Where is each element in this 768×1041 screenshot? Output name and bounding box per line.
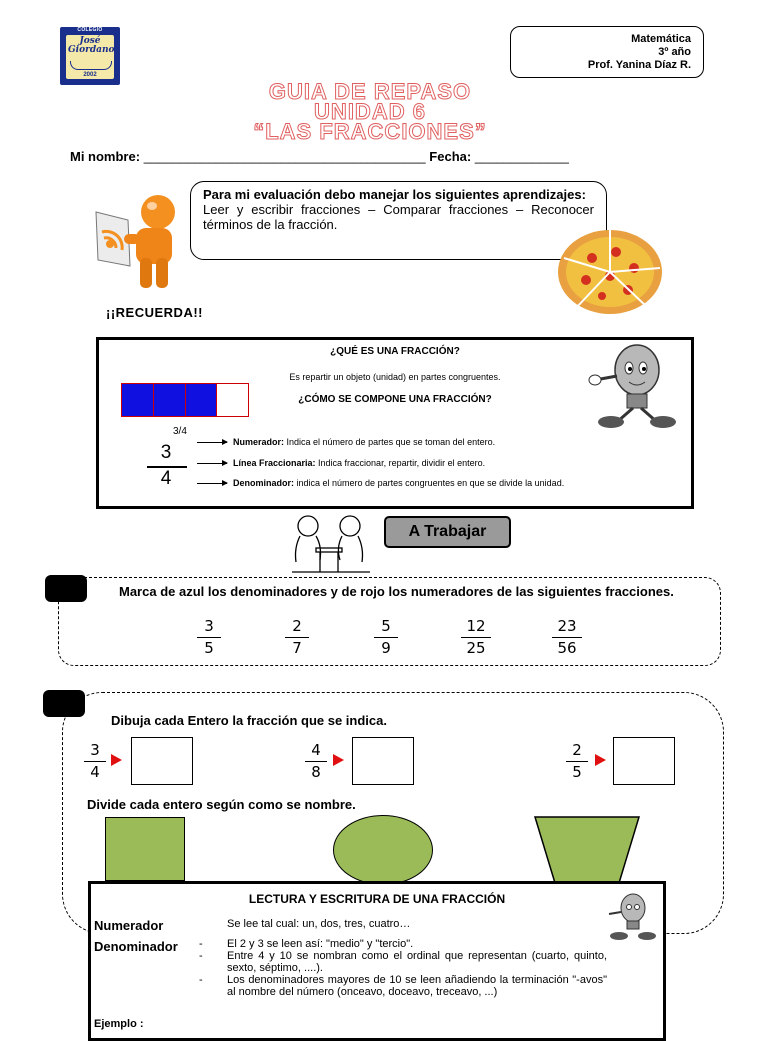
lightbulb-mascot-icon <box>603 892 659 942</box>
exercise-1-box <box>58 577 721 666</box>
bubble-heading: Para mi evaluación debo manejar los siguientes aprendizajes: <box>203 187 586 202</box>
square-shape[interactable] <box>105 817 185 881</box>
fraction-item[interactable]: 12 25 <box>461 618 491 657</box>
numerador-label: Numerador <box>94 918 164 933</box>
drawing-box[interactable] <box>352 737 414 785</box>
date-blank[interactable]: _____________ <box>474 149 569 164</box>
name-blank[interactable]: _______________________________________ <box>143 149 426 164</box>
fraction-item: 3 4 <box>84 742 106 781</box>
denominador-rule: - Los denominadores mayores de 10 se leen añadiendo la terminación "-avos" al nombre del número (onceavo, doceavo, treceavo, ...) <box>199 974 607 998</box>
title-line-3: “LAS FRACCIONES” <box>253 119 487 144</box>
drawing-box[interactable] <box>613 737 675 785</box>
term-fraction-line: Línea Fraccionaria: Indica fraccionar, repartir, dividir el entero. <box>233 458 486 468</box>
reading-writing-title: LECTURA Y ESCRITURA DE UNA FRACCIÓN <box>248 892 506 906</box>
fraction-item[interactable]: 3 5 <box>197 618 221 657</box>
trapezoid-shape[interactable] <box>533 815 641 885</box>
denominador-rule: - El 2 y 3 se leen así: "medio" y "tercio". <box>199 938 607 950</box>
question-what-is-fraction: ¿QUÉ ES UNA FRACCIÓN? <box>330 346 460 357</box>
logo-top-text: COLEGIO <box>77 27 103 33</box>
example-denominator: 4 <box>160 468 172 489</box>
example-fraction-label: 3/4 <box>173 426 187 437</box>
fraction-item: 4 8 <box>305 742 327 781</box>
fraction-bar <box>121 383 249 417</box>
red-arrow-icon <box>595 754 606 766</box>
teacher: Prof. Yanina Díaz R. <box>587 59 691 71</box>
arrow-icon <box>197 483 227 484</box>
reading-writing-box <box>88 881 666 1041</box>
arrow-icon <box>197 463 227 464</box>
a-trabajar-button: A Trabajar <box>384 516 511 548</box>
title-line-1: GUIA DE REPASO <box>268 79 472 104</box>
subject: Matemática <box>631 33 691 45</box>
question-fraction-parts: ¿CÓMO SE COMPONE UNA FRACCIÓN? <box>298 394 492 405</box>
bubble-body: Leer y escribir fracciones – Comparar fracciones – Reconocer términos de la fracción. <box>203 202 594 232</box>
bar-part-filled <box>122 384 154 416</box>
fraction-item[interactable]: 5 9 <box>374 618 398 657</box>
page-title <box>200 79 540 144</box>
bar-part-filled <box>186 384 218 416</box>
fraction-item: 2 5 <box>566 742 588 781</box>
denominador-rule: - Entre 4 y 10 se nombran como el ordinal que representan (cuarto, quinto, sexto, séptimo, ....). <box>199 950 607 974</box>
lightbulb-mascot-icon <box>587 342 683 430</box>
fraction-item[interactable]: 23 56 <box>552 618 582 657</box>
exercise-number-badge <box>43 690 85 717</box>
logo-name: José Giordano <box>68 36 115 55</box>
logo-year: 2002 <box>83 72 97 78</box>
title-line-2: UNIDAD 6 <box>314 99 426 124</box>
denominador-label: Denominador <box>94 939 178 954</box>
divide-instruction: Divide cada entero según como se nombre. <box>87 797 356 812</box>
fraction-explanation-box <box>96 337 694 509</box>
reader-figure-icon <box>90 188 194 292</box>
example-numerator: 3 <box>160 442 172 463</box>
bar-part-filled <box>154 384 186 416</box>
numerador-text: Se lee tal cual: un, dos, tres, cuatro… <box>227 918 411 930</box>
pizza-icon <box>556 228 664 316</box>
name-label: Mi nombre: <box>70 149 141 164</box>
exercise-1-instruction: Marca de azul los denominadores y de rojo los numeradores de las siguientes fracciones. <box>119 584 674 599</box>
red-arrow-icon <box>111 754 122 766</box>
circle-shape[interactable] <box>333 815 433 885</box>
children-studying-icon <box>286 510 376 574</box>
term-numerator: Numerador: Indica el número de partes que se toman del entero. <box>233 437 496 447</box>
drawing-box[interactable] <box>131 737 193 785</box>
grade: 3º año <box>658 46 691 58</box>
term-denominator: Denominador: indica el número de partes congruentes en que se divide la unidad. <box>233 478 565 488</box>
school-logo <box>60 27 120 85</box>
bar-part-empty <box>217 384 248 416</box>
denominador-rules <box>199 938 607 998</box>
ejemplo-label: Ejemplo : <box>94 1018 144 1030</box>
course-info-box <box>510 26 704 78</box>
date-label: Fecha: <box>429 149 472 164</box>
name-date-line <box>70 149 569 164</box>
arrow-icon <box>197 442 227 443</box>
book-icon <box>70 61 112 70</box>
fraction-definition: Es repartir un objeto (unidad) en partes congruentes. <box>289 372 501 382</box>
recuerda-heading: ¡¡RECUERDA!! <box>106 305 203 320</box>
exercise-2-instruction: Dibuja cada Entero la fracción que se indica. <box>111 713 387 728</box>
speech-bubble <box>190 181 607 260</box>
red-arrow-icon <box>333 754 344 766</box>
fraction-item[interactable]: 2 7 <box>285 618 309 657</box>
